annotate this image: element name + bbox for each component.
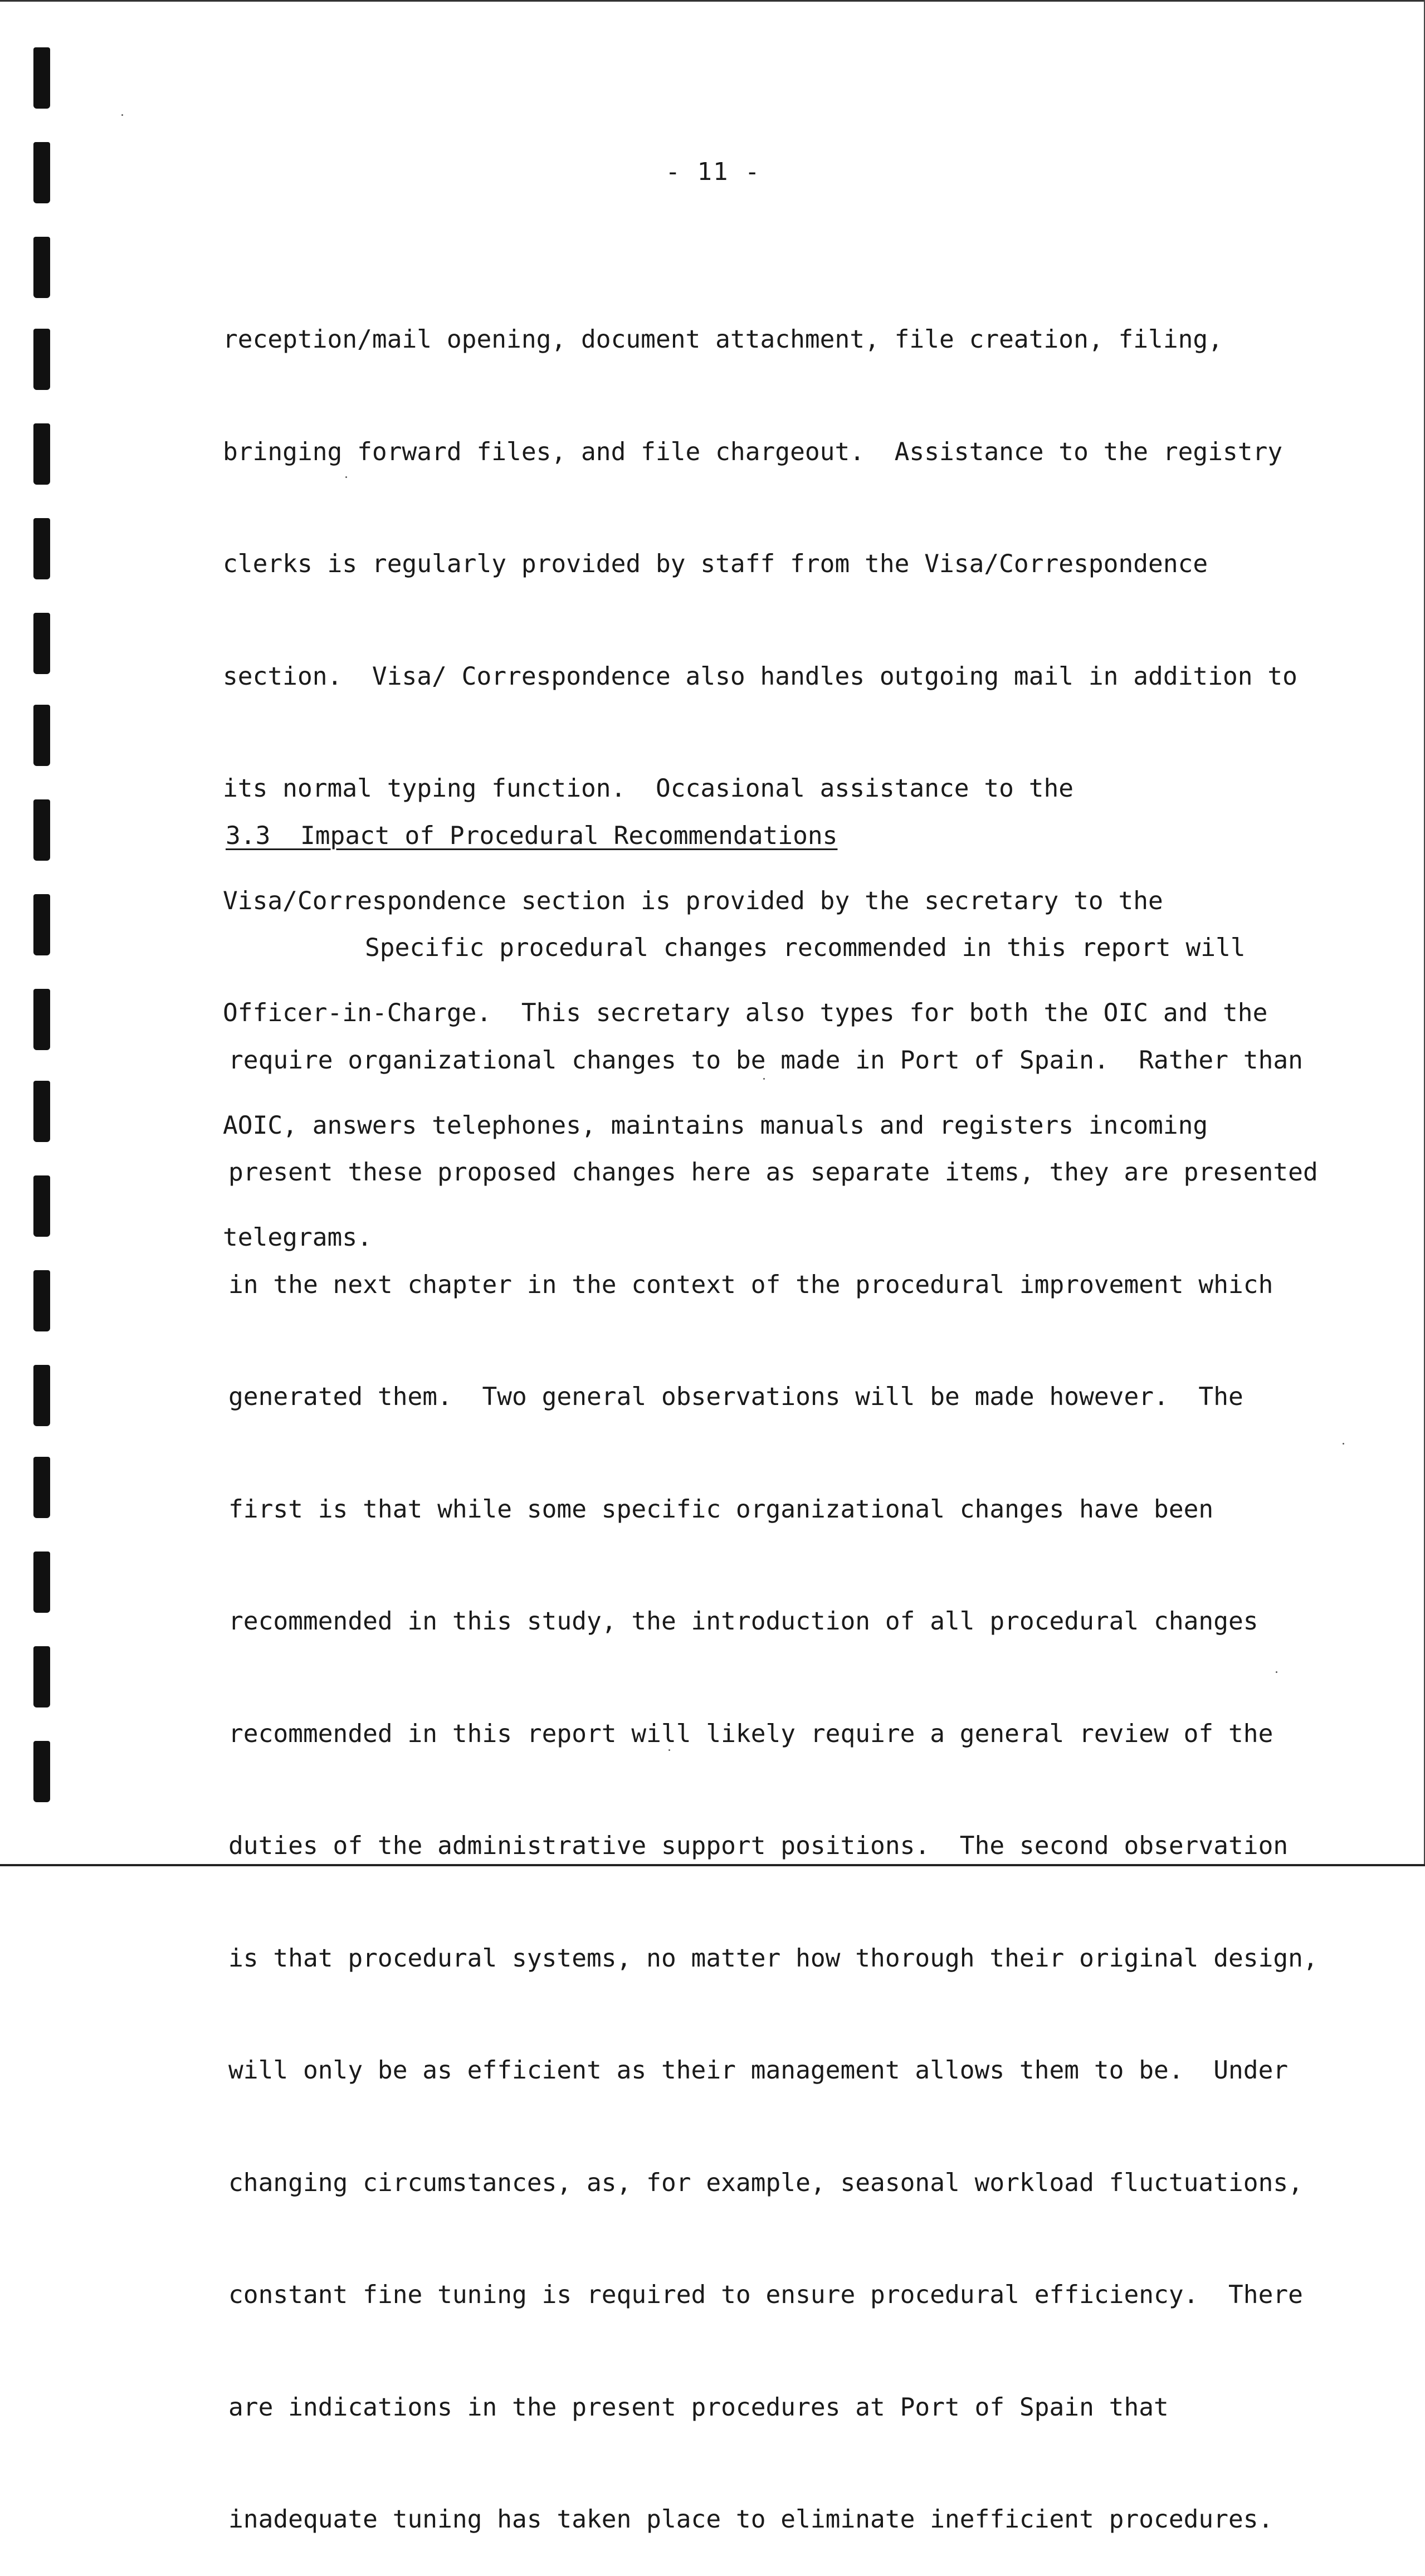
scan-speck bbox=[1343, 1443, 1344, 1445]
binder-hole bbox=[33, 894, 50, 955]
binder-hole bbox=[33, 1457, 50, 1518]
paragraph-line: changing circumstances, as, for example, seasonal workload fluctuations, bbox=[228, 2168, 1303, 2197]
paragraph-line: generated them. Two general observations will be made however. The bbox=[228, 1383, 1243, 1411]
paragraph-line: its normal typing function. Occasional assistance to the bbox=[223, 774, 1074, 803]
binder-hole bbox=[33, 518, 50, 579]
scan-speck bbox=[763, 1078, 765, 1080]
binder-hole bbox=[33, 613, 50, 674]
paragraph-line: first is that while some specific organizational changes have been bbox=[228, 1495, 1214, 1524]
binder-hole bbox=[33, 329, 50, 390]
binder-hole bbox=[33, 1081, 50, 1142]
binder-hole bbox=[33, 142, 50, 203]
paragraph-line: telegrams. bbox=[223, 1223, 372, 1252]
paragraph-line: reception/mail opening, document attachment, file creation, filing, bbox=[223, 325, 1223, 354]
binder-hole bbox=[33, 799, 50, 861]
scan-speck bbox=[668, 1749, 670, 1751]
paragraph-line: constant fine tuning is required to ensure procedural efficiency. There bbox=[228, 2281, 1303, 2309]
paragraph-line: Visa/Correspondence section is provided by the secretary to the bbox=[223, 886, 1163, 915]
binder-hole bbox=[33, 1175, 50, 1237]
binder-hole bbox=[33, 705, 50, 766]
paragraph-line: AOIC, answers telephones, maintains manuals and registers incoming bbox=[223, 1111, 1208, 1140]
binder-holes bbox=[28, 39, 61, 1850]
binder-hole bbox=[33, 1365, 50, 1426]
binder-hole bbox=[33, 989, 50, 1050]
binder-hole bbox=[33, 1552, 50, 1613]
paragraph-line: inadequate tuning has taken place to eliminate inefficient procedures. bbox=[228, 2505, 1273, 2534]
paragraph-line: present these proposed changes here as separate items, they are presented bbox=[228, 1158, 1318, 1187]
paragraph-line: will only be as efficient as their management allows them to be. Under bbox=[228, 2056, 1289, 2085]
paragraph-line: bringing forward files, and file chargeout. Assistance to the registry bbox=[223, 437, 1283, 466]
page-number: - 11 - bbox=[665, 158, 761, 186]
scan-speck bbox=[1276, 1671, 1277, 1673]
binder-hole bbox=[33, 423, 50, 485]
page-edge-top bbox=[0, 0, 1425, 2]
paragraph-line: in the next chapter in the context of the procedural improvement which bbox=[228, 1270, 1273, 1299]
paragraph-line: are indications in the present procedures at Port of Spain that bbox=[228, 2393, 1169, 2422]
scan-speck bbox=[345, 476, 347, 478]
paragraph-line: clerks is regularly provided by staff from the Visa/Correspondence bbox=[223, 550, 1208, 578]
paragraph-line: Officer-in-Charge. This secretary also types for both the OIC and the bbox=[223, 999, 1268, 1027]
paragraph-line: is that procedural systems, no matter how thorough their original design, bbox=[228, 1944, 1318, 1973]
paragraph-line: require organizational changes to be made in Port of Spain. Rather than bbox=[228, 1046, 1303, 1075]
binder-hole bbox=[33, 1646, 50, 1707]
paragraph-line: Specific procedural changes recommended in this report will bbox=[365, 934, 1246, 962]
binder-hole bbox=[33, 237, 50, 298]
paragraph-line: recommended in this study, the introduction of all procedural changes bbox=[228, 1607, 1258, 1636]
binder-hole bbox=[33, 47, 50, 109]
paragraph-line: duties of the administrative support positions. The second observation bbox=[228, 1832, 1289, 1860]
paragraph-procedural-impact bbox=[228, 863, 1318, 2576]
binder-hole bbox=[33, 1270, 50, 1331]
scan-speck bbox=[121, 114, 123, 116]
paragraph-line: section. Visa/ Correspondence also handles outgoing mail in addition to bbox=[223, 662, 1297, 691]
section-heading: 3.3 Impact of Procedural Recommendations bbox=[226, 822, 838, 850]
binder-hole bbox=[33, 1741, 50, 1802]
paragraph-line: recommended in this report will likely require a general review of the bbox=[228, 1719, 1273, 1748]
